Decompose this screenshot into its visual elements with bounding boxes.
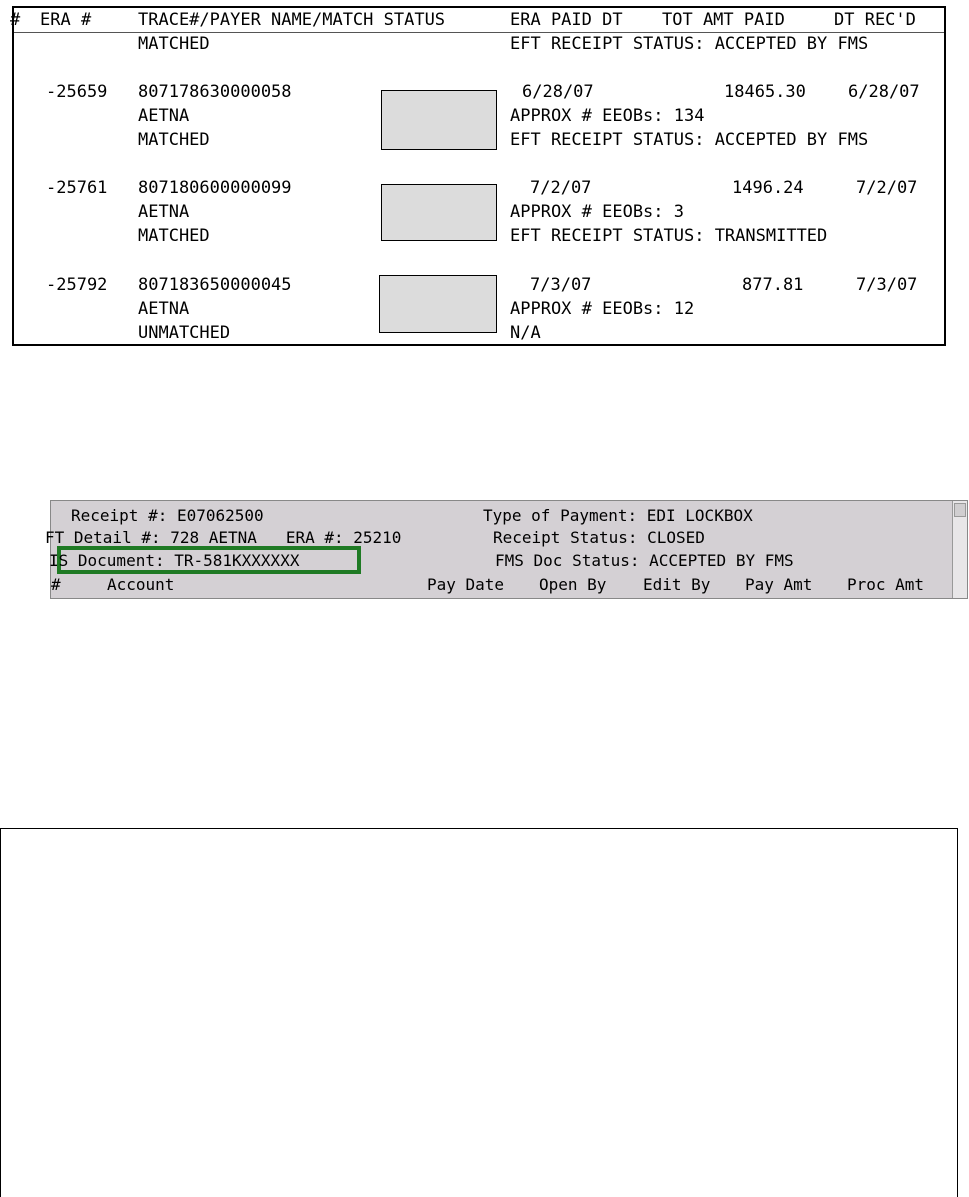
date-received: 6/28/07 (848, 82, 920, 102)
era-number: -25761 (46, 178, 108, 198)
receipt-status: Receipt Status: CLOSED (493, 528, 705, 547)
date-received: 7/2/07 (856, 178, 918, 198)
eeob-count: APPROX # EEOBs: 134 (510, 106, 705, 126)
era-paid-date: 7/2/07 (530, 178, 592, 198)
eft-status: EFT RECEIPT STATUS: ACCEPTED BY FMS (510, 34, 869, 54)
eeob-count: APPROX # EEOBs: 3 (510, 202, 684, 222)
fms-doc-status: FMS Doc Status: ACCEPTED BY FMS (495, 551, 794, 570)
era-number: -25792 (46, 275, 108, 295)
redacted-box (381, 90, 497, 150)
payer-name: AETNA (138, 106, 190, 126)
payment-type: Type of Payment: EDI LOCKBOX (483, 506, 753, 525)
match-status: MATCHED (138, 130, 210, 150)
receipt-number: Receipt #: E07062500 (71, 506, 264, 525)
col-header-pay-date: Pay Date (427, 575, 505, 594)
era-record[interactable] (14, 178, 944, 250)
era-list-header (10, 8, 944, 33)
col-header-paid-dt: ERA PAID DT (510, 10, 623, 30)
match-status: MATCHED (138, 226, 210, 246)
col-header-era: ERA # (40, 10, 92, 30)
redacted-box (381, 184, 497, 241)
date-received: 7/3/07 (856, 275, 918, 295)
col-header-open-by: Open By (539, 575, 607, 594)
col-header-num: # (51, 575, 61, 594)
col-header-account: Account (107, 575, 175, 594)
total-amount-paid: 18465.30 (724, 82, 806, 102)
era-number: -25659 (46, 82, 108, 102)
fms-document: IS Document: TR-581KXXXXXX (49, 551, 300, 570)
col-header-rec-dt: DT REC'D (834, 10, 916, 30)
col-header-pay-amt: Pay Amt (745, 575, 813, 594)
era-record[interactable] (14, 82, 944, 154)
match-status: MATCHED (138, 34, 210, 54)
eft-status: EFT RECEIPT STATUS: ACCEPTED BY FMS (510, 130, 869, 150)
era-list-panel (12, 6, 946, 346)
eft-status: N/A (510, 323, 541, 343)
total-amount-paid: 877.81 (742, 275, 804, 295)
total-amount-paid: 1496.24 (732, 178, 804, 198)
col-header-num: # (10, 10, 21, 30)
eft-detail-era: FT Detail #: 728 AETNA ERA #: 25210 (45, 528, 402, 547)
col-header-edit-by: Edit By (643, 575, 711, 594)
scroll-up-button[interactable] (954, 503, 966, 517)
trace-number: 807183650000045 (138, 275, 292, 295)
redacted-box (379, 275, 497, 333)
payer-name: AETNA (138, 299, 190, 319)
era-paid-date: 6/28/07 (522, 82, 594, 102)
era-record[interactable] (14, 275, 944, 347)
match-status: UNMATCHED (138, 323, 231, 343)
trace-number: 807180600000099 (138, 178, 292, 198)
col-header-trace: TRACE#/PAYER NAME/MATCH STATUS (138, 10, 446, 30)
vertical-scrollbar[interactable] (952, 501, 967, 598)
eeob-count: APPROX # EEOBs: 12 (510, 299, 695, 319)
col-header-amt: TOT AMT PAID (662, 10, 785, 30)
col-header-proc-amt: Proc Amt (847, 575, 925, 594)
eft-status: EFT RECEIPT STATUS: TRANSMITTED (510, 226, 828, 246)
trace-number: 807178630000058 (138, 82, 292, 102)
receipt-detail-panel (45, 500, 968, 599)
payer-name: AETNA (138, 202, 190, 222)
empty-content-box (0, 828, 958, 1197)
era-paid-date: 7/3/07 (530, 275, 592, 295)
